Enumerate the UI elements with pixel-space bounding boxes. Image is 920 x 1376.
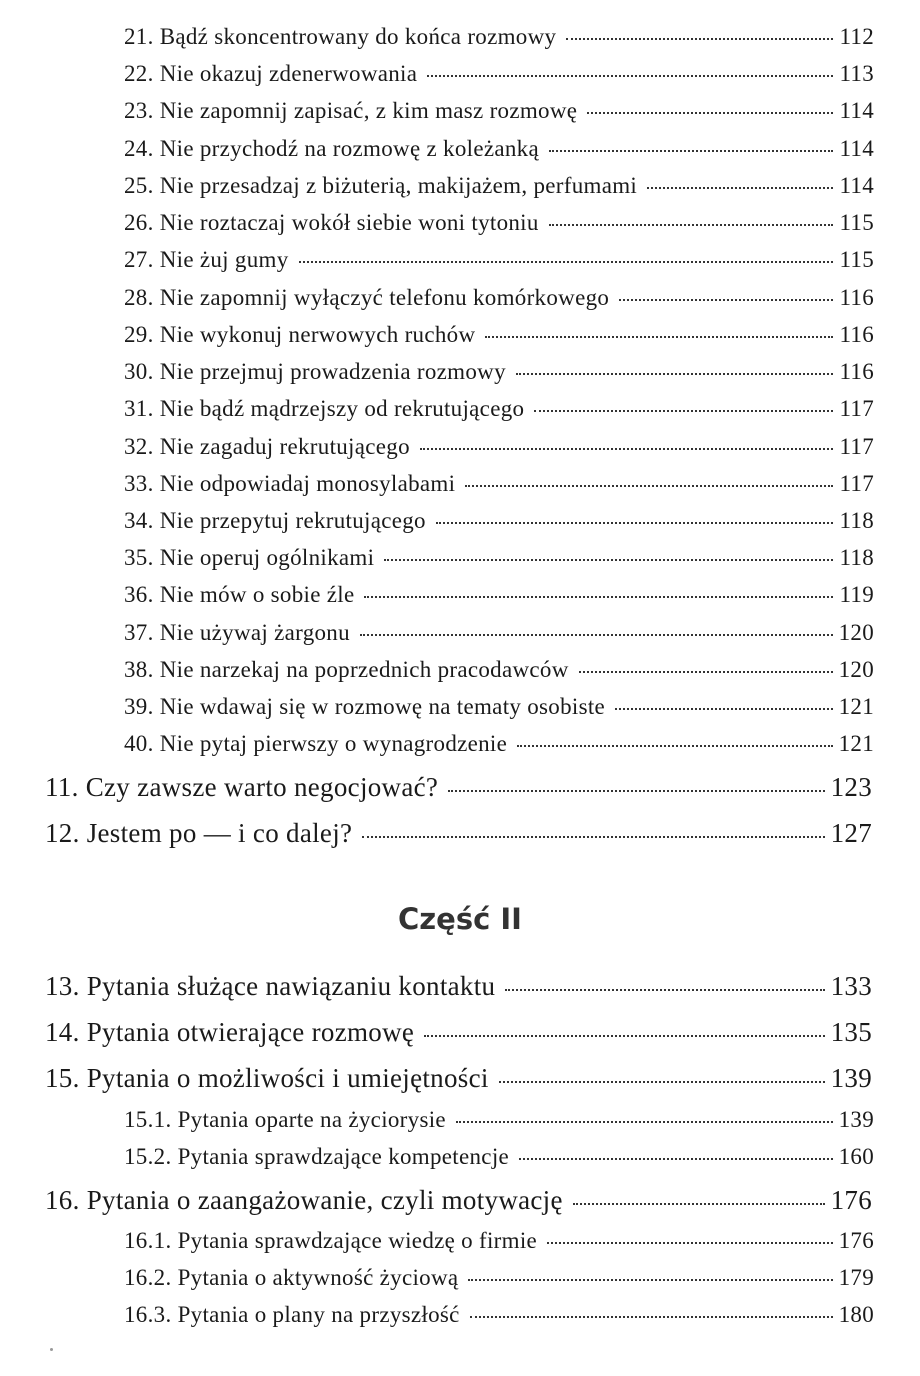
toc-page-number: 139	[830, 1063, 872, 1093]
toc-entry-35	[124, 545, 874, 571]
toc-page-number: 117	[839, 396, 874, 421]
dot-leader	[468, 1279, 832, 1281]
toc-entry-label: 15.2. Pytania sprawdzające kompetencje	[124, 1144, 510, 1169]
toc-entry-label: 27. Nie żuj gumy	[124, 247, 289, 272]
toc-entry-29	[124, 322, 874, 348]
dot-leader	[534, 410, 833, 412]
toc-entry-label: 16.3. Pytania o plany na przyszłość	[124, 1302, 460, 1327]
dot-leader	[362, 836, 824, 838]
dot-leader	[517, 745, 832, 747]
dot-leader	[465, 485, 833, 487]
toc-entry-30	[124, 359, 874, 385]
toc-page-number: 160	[838, 1144, 874, 1169]
dot-leader	[420, 448, 834, 450]
toc-chapter-11	[45, 772, 872, 803]
toc-entry-label: 28. Nie zapomnij wyłączyć telefonu komórkowego	[124, 285, 610, 310]
toc-page-number: 118	[839, 508, 874, 533]
dot-leader	[549, 150, 833, 152]
toc-entry-label: 37. Nie używaj żargonu	[124, 620, 350, 645]
toc-chapter-12	[45, 818, 872, 849]
toc-page-number: 115	[839, 247, 874, 272]
toc-page-number: 117	[839, 434, 874, 459]
dot-leader	[647, 187, 833, 189]
toc-page-number: 114	[839, 98, 874, 123]
part-heading: Część II	[398, 902, 522, 936]
toc-page-number: 176	[838, 1228, 874, 1253]
toc-entry-label: 26. Nie roztaczaj wokół siebie woni tytoniu	[124, 210, 539, 235]
toc-entry-label: 29. Nie wykonuj nerwowych ruchów	[124, 322, 476, 347]
toc-entry-36	[124, 582, 874, 608]
dot-leader	[619, 299, 833, 301]
dot-leader	[615, 708, 833, 710]
toc-page-number: 119	[839, 582, 874, 607]
toc-entry-22	[124, 61, 874, 87]
toc-page-number: 139	[838, 1107, 874, 1132]
dot-leader	[456, 1121, 833, 1123]
dot-leader	[384, 559, 833, 561]
toc-entry-label: 25. Nie przesadzaj z biżuterią, makijażem, perfumami	[124, 173, 638, 198]
toc-chapter-14	[45, 1017, 872, 1048]
toc-page-number: 114	[839, 136, 874, 161]
dot-leader	[364, 596, 833, 598]
dot-leader	[499, 1081, 825, 1083]
toc-entry-label: 30. Nie przejmuj prowadzenia rozmowy	[124, 359, 506, 384]
toc-page-number: 120	[838, 620, 874, 645]
dot-leader	[470, 1316, 833, 1318]
toc-page-number: 127	[830, 818, 872, 848]
toc-entry-23	[124, 98, 874, 124]
dot-leader	[579, 671, 833, 673]
toc-page-number: 180	[838, 1302, 874, 1327]
toc-entry-16-2	[124, 1265, 874, 1291]
toc-page-number: 123	[830, 772, 872, 802]
toc-chapter-label: 14. Pytania otwierające rozmowę	[45, 1017, 415, 1047]
toc-page-number: 116	[839, 359, 874, 384]
toc-entry-15-2	[124, 1144, 874, 1170]
toc-page-number: 121	[838, 694, 874, 719]
toc-entry-label: 23. Nie zapomnij zapisać, z kim masz rozmowę	[124, 98, 578, 123]
toc-entry-label: 32. Nie zagaduj rekrutującego	[124, 434, 410, 459]
toc-page-number: 133	[830, 971, 872, 1001]
toc-entry-33	[124, 471, 874, 497]
dot-leader	[427, 75, 833, 77]
toc-page-number: 120	[838, 657, 874, 682]
toc-entry-label: 33. Nie odpowiadaj monosylabami	[124, 471, 456, 496]
toc-entry-label: 16.1. Pytania sprawdzające wiedzę o firmie	[124, 1228, 538, 1253]
dot-leader	[448, 790, 824, 792]
toc-page-number: 113	[839, 61, 874, 86]
toc-entry-28	[124, 285, 874, 311]
dot-leader	[299, 261, 834, 263]
toc-page-number: 121	[838, 731, 874, 756]
toc-entry-25	[124, 173, 874, 199]
toc-entry-16-3	[124, 1302, 874, 1328]
toc-entry-label: 22. Nie okazuj zdenerwowania	[124, 61, 418, 86]
toc-page-number: 117	[839, 471, 874, 496]
toc-entry-label: 36. Nie mów o sobie źle	[124, 582, 355, 607]
scan-speck	[50, 1348, 53, 1351]
dot-leader	[566, 38, 833, 40]
toc-entry-31	[124, 396, 874, 422]
toc-chapter-label: 15. Pytania o możliwości i umiejętności	[45, 1063, 489, 1093]
toc-entry-38	[124, 657, 874, 683]
dot-leader	[519, 1158, 833, 1160]
toc-chapter-15	[45, 1063, 872, 1094]
toc-entry-label: 16.2. Pytania o aktywność życiową	[124, 1265, 459, 1290]
toc-entry-24	[124, 136, 874, 162]
toc-page-number: 179	[838, 1265, 874, 1290]
dot-leader	[516, 373, 834, 375]
toc-entry-label: 15.1. Pytania oparte na życiorysie	[124, 1107, 446, 1132]
toc-page-number: 116	[839, 285, 874, 310]
toc-entry-15-1	[124, 1107, 874, 1133]
toc-entry-label: 35. Nie operuj ogólnikami	[124, 545, 375, 570]
toc-chapter-13	[45, 971, 872, 1002]
toc-page-number: 116	[839, 322, 874, 347]
toc-entry-label: 40. Nie pytaj pierwszy o wynagrodzenie	[124, 731, 508, 756]
toc-page-number: 176	[830, 1185, 872, 1215]
dot-leader	[505, 989, 824, 991]
toc-entry-37	[124, 620, 874, 646]
toc-entry-label: 24. Nie przychodź na rozmowę z koleżanką	[124, 136, 539, 161]
toc-entry-34	[124, 508, 874, 534]
toc-entry-27	[124, 247, 874, 273]
dot-leader	[547, 1242, 833, 1244]
toc-chapter-label: 11. Czy zawsze warto negocjować?	[45, 772, 439, 802]
toc-entry-label: 21. Bądź skoncentrowany do końca rozmowy	[124, 24, 557, 49]
toc-page-number: 114	[839, 173, 874, 198]
toc-page-number: 118	[839, 545, 874, 570]
toc-entry-39	[124, 694, 874, 720]
toc-entry-26	[124, 210, 874, 236]
toc-entry-label: 39. Nie wdawaj się w rozmowę na tematy osobiste	[124, 694, 606, 719]
dot-leader	[485, 336, 833, 338]
toc-entry-40	[124, 731, 874, 757]
toc-chapter-16	[45, 1185, 872, 1216]
toc-entry-label: 31. Nie bądź mądrzejszy od rekrutującego	[124, 396, 525, 421]
dot-leader	[360, 634, 833, 636]
toc-entry-16-1	[124, 1228, 874, 1254]
toc-entry-label: 34. Nie przepytuj rekrutującego	[124, 508, 426, 533]
toc-chapter-label: 13. Pytania służące nawiązaniu kontaktu	[45, 971, 496, 1001]
toc-entry-label: 38. Nie narzekaj na poprzednich pracodawców	[124, 657, 569, 682]
toc-page-number: 135	[830, 1017, 872, 1047]
dot-leader	[549, 224, 834, 226]
toc-entry-21	[124, 24, 874, 50]
dot-leader	[587, 112, 833, 114]
toc-page-number: 112	[839, 24, 874, 49]
dot-leader	[436, 522, 834, 524]
toc-chapter-label: 16. Pytania o zaangażowanie, czyli motywację	[45, 1185, 563, 1215]
dot-leader	[573, 1203, 825, 1205]
toc-page-number: 115	[839, 210, 874, 235]
toc-chapter-label: 12. Jestem po — i co dalej?	[45, 818, 353, 848]
toc-entry-32	[124, 434, 874, 460]
dot-leader	[424, 1035, 824, 1037]
